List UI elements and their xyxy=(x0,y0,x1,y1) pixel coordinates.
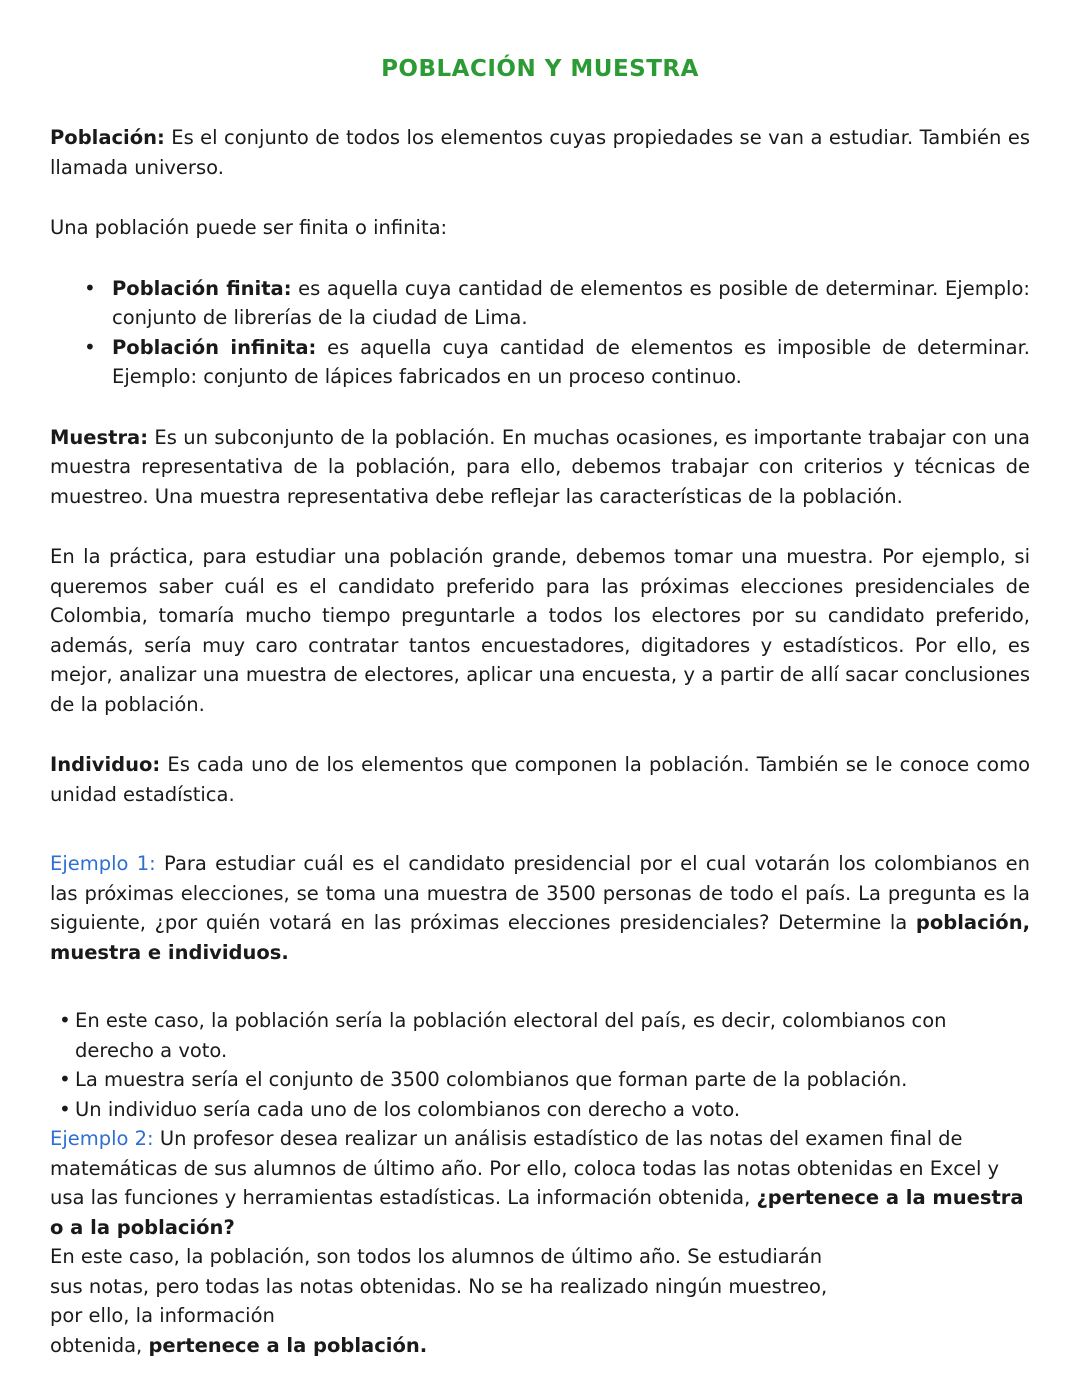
respuestas1-list xyxy=(50,1006,1030,1124)
poblacion-definition xyxy=(50,123,1030,182)
tipo-term: Población infinita: xyxy=(112,335,317,359)
ejemplo2-answer-end xyxy=(50,1331,1030,1361)
practica-paragraph: En la práctica, para estudiar una población grande, debemos tomar una muestra. Por ejemplo, si queremos saber cuál es el candidato preferido para las próximas elecciones presidenciales de Colombia, tomaría mucho tiempo preguntarle a todos los electores por su candidato preferido, además, sería muy caro contratar tantos encuestadores, digitadores y estadísticos. Por ello, es mejor, analizar una muestra de electores, aplicar una encuesta, y a partir de allí sacar conclusiones de la población. xyxy=(50,545,1030,716)
list-item: • En este caso, la población sería la población electoral del país, es decir, colombianos con derecho a voto. xyxy=(50,1006,1030,1065)
poblacion-term: Población: xyxy=(50,126,165,149)
muestra-definition xyxy=(50,423,1030,512)
list-item: • Un individuo sería cada uno de los colombianos con derecho a voto. xyxy=(50,1095,1030,1125)
page-title: POBLACIÓN Y MUESTRA xyxy=(381,56,699,82)
ejemplo2-answer-line2: obtenida, xyxy=(50,1333,149,1357)
tipo-text: es aquella cuya cantidad de elementos es imposible de determinar. Ejemplo: conjunto de lápices fabricados en un proceso continuo. xyxy=(112,335,1030,388)
tipo-text: es aquella cuya cantidad de elementos es posible de determinar. Ejemplo: conjunto de librerías de la ciudad de Lima. xyxy=(112,276,1030,329)
list-item: • La muestra sería el conjunto de 3500 colombianos que forman parte de la población. xyxy=(50,1065,1030,1095)
ejemplo1-bold: población, muestra e individuos. xyxy=(50,911,1030,964)
ejemplo1-paragraph xyxy=(50,849,1030,967)
ejemplo2-paragraph xyxy=(50,1124,1030,1242)
ejemplo2-answer-bold: pertenece a la población. xyxy=(148,1333,428,1357)
ejemplo2-label: Ejemplo 2: xyxy=(50,1127,154,1150)
ejemplo1-label: Ejemplo 1: xyxy=(50,852,156,875)
individuo-term: Individuo: xyxy=(50,753,161,776)
tipos-list xyxy=(50,274,1030,392)
poblacion-text: Es el conjunto de todos los elementos cuyas propiedades se van a estudiar. También es llamada universo. xyxy=(50,126,1030,179)
ejemplo2-text: Un profesor desea realizar un análisis estadístico de las notas del examen final de matemáticas de sus alumnos de último año. Por ello, coloca todas las notas obtenidas en Excel y usa las funciones y herramientas estadísticas. La información obtenida, xyxy=(50,1127,1000,1209)
tipo-term: Población finita: xyxy=(112,276,292,300)
muestra-term: Muestra: xyxy=(50,425,149,449)
ejemplo2-bold: ¿pertenece a la muestra o a la población? xyxy=(50,1186,1024,1239)
ejemplo1-text: Para estudiar cuál es el candidato presidencial por el cual votarán los colombianos en las próximas elecciones, se toma una muestra de 3500 personas de todo el país. La pregunta es la siguiente, ¿por quién votará en las próximas elecciones presidenciales? Determine la xyxy=(50,852,1030,934)
ejemplo2-answer: En este caso, la población, son todos los alumnos de último año. Se estudiarán sus notas, pero todas las notas obtenidas. No se ha realizado ningún muestreo, por ello, la información xyxy=(50,1245,828,1327)
list-item xyxy=(50,333,1030,392)
muestra-text: Es un subconjunto de la población. En muchas ocasiones, es importante trabajar con una muestra representativa de la población, para ello, debemos trabajar con criterios y técnicas de muestreo. Una muestra representativa debe reflejar las características de la población. xyxy=(50,425,1030,508)
list-item xyxy=(50,274,1030,333)
individuo-definition xyxy=(50,750,1030,809)
finita-infinita-intro: Una población puede ser finita o infinita: xyxy=(50,216,448,239)
individuo-text: Es cada uno de los elementos que componen la población. También se le conoce como unidad estadística. xyxy=(50,753,1030,806)
